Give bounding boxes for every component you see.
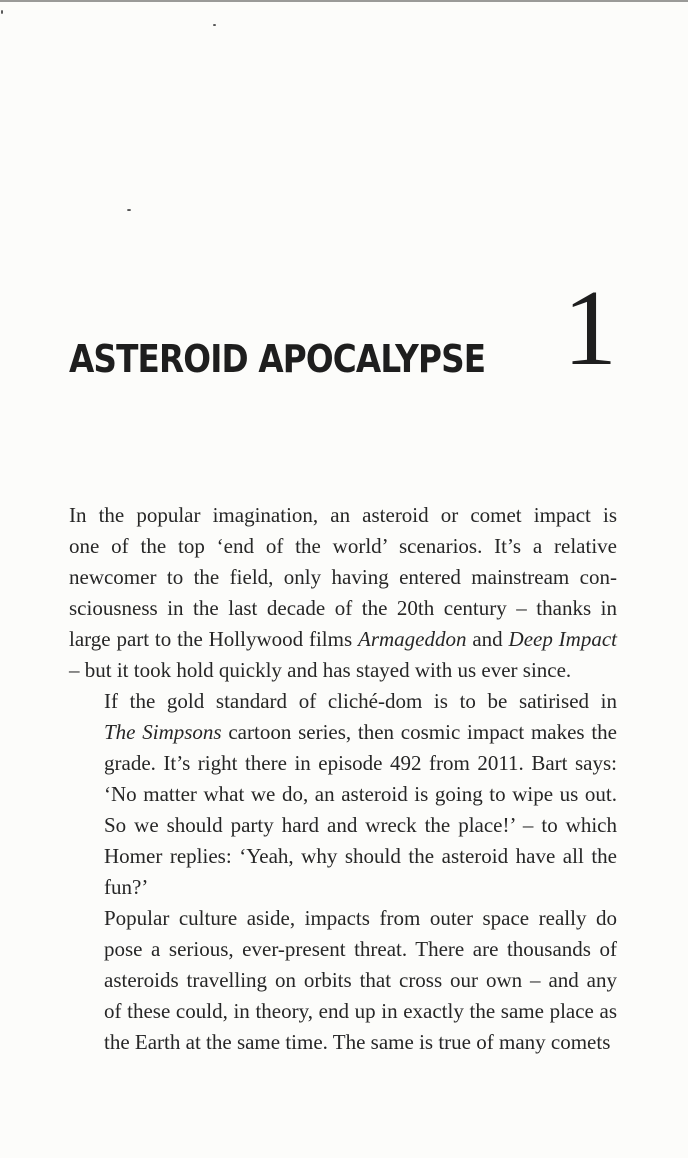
text-run: one of the top ‘end of the world’ scenarios. It’s a relative xyxy=(69,534,617,558)
text-line xyxy=(69,624,617,655)
italic-title: The Simpsons xyxy=(104,720,222,744)
text-line xyxy=(69,965,617,996)
text-run: So we should party hard and wreck the place!’ – to which xyxy=(104,813,617,837)
text-line xyxy=(69,779,617,810)
text-run: large part to the Hollywood films xyxy=(69,627,358,651)
paragraph xyxy=(69,903,617,1058)
body-text xyxy=(69,500,617,1058)
chapter-number: 1 xyxy=(563,269,617,388)
text-line xyxy=(69,903,617,934)
text-line xyxy=(69,1027,617,1058)
print-speck xyxy=(213,24,216,26)
page-top-edge xyxy=(0,0,688,2)
text-line xyxy=(69,934,617,965)
text-line xyxy=(69,872,617,903)
text-run: fun?’ xyxy=(104,875,149,899)
print-speck xyxy=(127,209,131,211)
paragraph xyxy=(69,500,617,686)
text-line xyxy=(69,841,617,872)
text-run: Popular culture aside, impacts from outer space really do xyxy=(104,906,617,930)
text-run: Homer replies: ‘Yeah, why should the asteroid have all the xyxy=(104,844,617,868)
italic-title: Armageddon xyxy=(358,627,467,651)
text-line xyxy=(69,531,617,562)
text-run: If the gold standard of cliché-dom is to be satirised in xyxy=(104,689,617,713)
text-run: In the popular imagination, an asteroid or comet impact is xyxy=(69,503,617,527)
text-run: – but it took hold quickly and has stayed with us ever since. xyxy=(69,658,572,682)
text-run: ‘No matter what we do, an asteroid is going to wipe us out. xyxy=(104,782,617,806)
text-line xyxy=(69,593,617,624)
text-line xyxy=(69,686,617,717)
paragraph xyxy=(69,686,617,903)
chapter-title: ASTEROID APOCALYPSE xyxy=(69,337,486,381)
text-run: newcomer to the field, only having entered mainstream con- xyxy=(69,565,617,589)
text-run: the Earth at the same time. The same is true of many comets xyxy=(104,1030,611,1054)
text-line xyxy=(69,810,617,841)
text-run: of these could, in theory, end up in exactly the same place as xyxy=(104,999,617,1023)
text-line xyxy=(69,655,617,686)
text-run: grade. It’s right there in episode 492 from 2011. Bart says: xyxy=(104,751,617,775)
text-run: cartoon series, then cosmic impact makes the xyxy=(221,720,617,744)
text-run: sciousness in the last decade of the 20th century – thanks in xyxy=(69,596,617,620)
text-run: and xyxy=(466,627,509,651)
text-run: asteroids travelling on orbits that cross our own – and any xyxy=(104,968,617,992)
text-line xyxy=(69,748,617,779)
text-line xyxy=(69,562,617,593)
text-line xyxy=(69,996,617,1027)
italic-title: Deep Impact xyxy=(508,627,618,651)
text-run: pose a serious, ever-present threat. There are thousands of xyxy=(104,937,617,961)
text-line xyxy=(69,717,617,748)
print-speck xyxy=(1,10,3,14)
text-line xyxy=(69,500,617,531)
